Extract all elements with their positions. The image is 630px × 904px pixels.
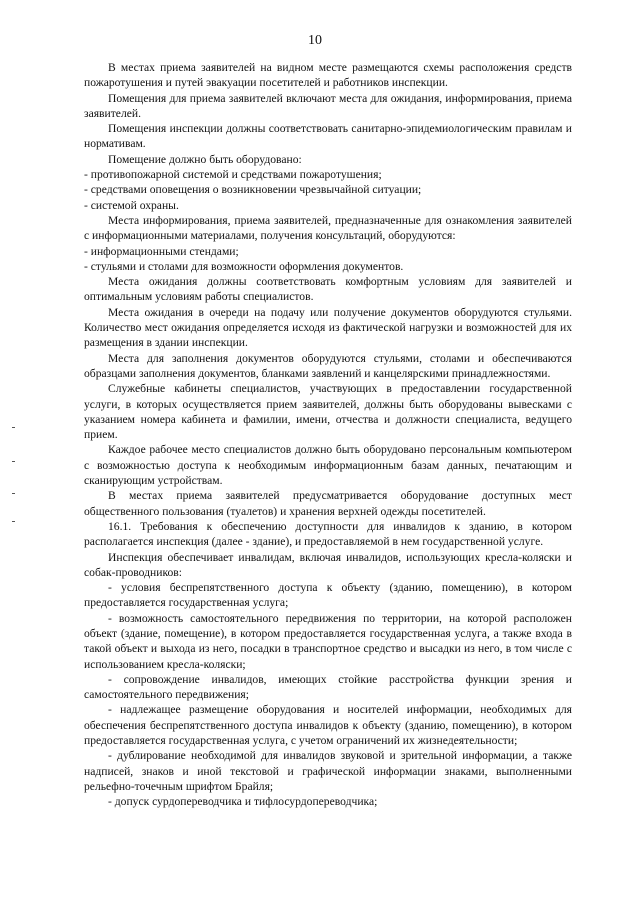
paragraph: Места для заполнения документов оборудуются стульями, столами и обеспечиваются образцами заполнения документов, бланками заявлений и канцелярскими принадлежностями.: [84, 351, 572, 380]
list-item: - стульями и столами для возможности оформления документов.: [84, 259, 404, 273]
margin-mark: [12, 521, 15, 522]
list-item: - допуск сурдопереводчика и тифлосурдопереводчика;: [108, 795, 378, 809]
paragraph: Служебные кабинеты специалистов, участвующих в предоставлении государственной услуги, в которых осуществляется прием заявителей, должны быть оборудованы вывесками с указанием номера кабинета и фамилии, имени, отчества и должности специалиста, ведущего прием.: [84, 382, 572, 442]
paragraph: В местах приема заявителей на видном месте размещаются схемы расположения средств пожаротушения и путей эвакуации посетителей и работников инспекции.: [84, 61, 572, 90]
paragraph: Места ожидания в очереди на подачу или получение документов оборудуются стульями. Количество мест ожидания определяется исходя из фактической нагрузки и возможностей для их размещения в здании инспекции.: [84, 305, 572, 350]
list-item: - сопровождение инвалидов, имеющих стойкие расстройства функции зрения и самостоятельного передвижения;: [84, 672, 572, 702]
paragraph: Места информирования, приема заявителей, предназначенные для ознакомления заявителей с информационными материалами, получения консультаций, оборудуются:: [84, 213, 572, 243]
list-item: - информационными стендами;: [84, 244, 239, 258]
paragraph: Помещения инспекции должны соответствовать санитарно-эпидемиологическим правилам и нормативам.: [84, 122, 572, 151]
paragraph: Каждое рабочее место специалистов должно быть оборудовано персональным компьютером с возможностью доступа к необходимым информационным базам данных, печатающим и сканирующим устройствам.: [84, 443, 572, 488]
page-number: 10: [308, 33, 322, 48]
document-body: [84, 60, 572, 810]
margin-mark: [12, 493, 15, 494]
paragraph: Инспекция обеспечивает инвалидам, включая инвалидов, использующих кресла-коляски и собак-проводников:: [84, 550, 572, 579]
paragraph: Помещения для приема заявителей включают места для ожидания, информирования, приема заявителей.: [84, 91, 572, 120]
paragraph: Помещение должно быть оборудовано:: [108, 152, 302, 166]
list-item: - системой охраны.: [84, 198, 179, 212]
list-item: - условия беспрепятственного доступа к объекту (зданию, помещению), в котором предоставляется государственная услуга;: [84, 581, 572, 610]
list-item: - надлежащее размещение оборудования и носителей информации, необходимых для обеспечения беспрепятственного доступа инвалидов к объекту (зданию, помещению), в котором предоставляется государственная услуга, с учетом ограничений их жизнедеятельности;: [84, 703, 572, 748]
list-item: - дублирование необходимой для инвалидов звуковой и зрительной информации, а также надписей, знаков и иной текстовой и графической информации знаками, выполненными рельефно-точечным шрифтом Брайля;: [84, 749, 572, 793]
margin-mark: [12, 427, 15, 428]
paragraph: Места ожидания должны соответствовать комфортным условиям для заявителей и оптимальным условиям работы специалистов.: [84, 275, 572, 304]
list-item: - противопожарной системой и средствами пожаротушения;: [84, 168, 382, 182]
list-item: - средствами оповещения о возникновении чрезвычайной ситуации;: [84, 183, 422, 197]
list-item: - возможность самостоятельного передвижения по территории, на которой расположен объект (здание, помещение), в котором предоставляется государственная услуга, а также входа в такой объект и выхода из него, посадки в транспортное средство и высадки из него, в том числе с использованием кресла-коляски;: [84, 611, 572, 671]
paragraph: 16.1. Требования к обеспечению доступности для инвалидов к зданию, в котором располагается инспекция (далее - здание), и предоставляемой в нем государственной услуге.: [84, 519, 572, 549]
margin-mark: [12, 461, 15, 462]
paragraph: В местах приема заявителей предусматривается оборудование доступных мест общественного пользования (туалетов) и хранения верхней одежды посетителей.: [84, 489, 572, 518]
